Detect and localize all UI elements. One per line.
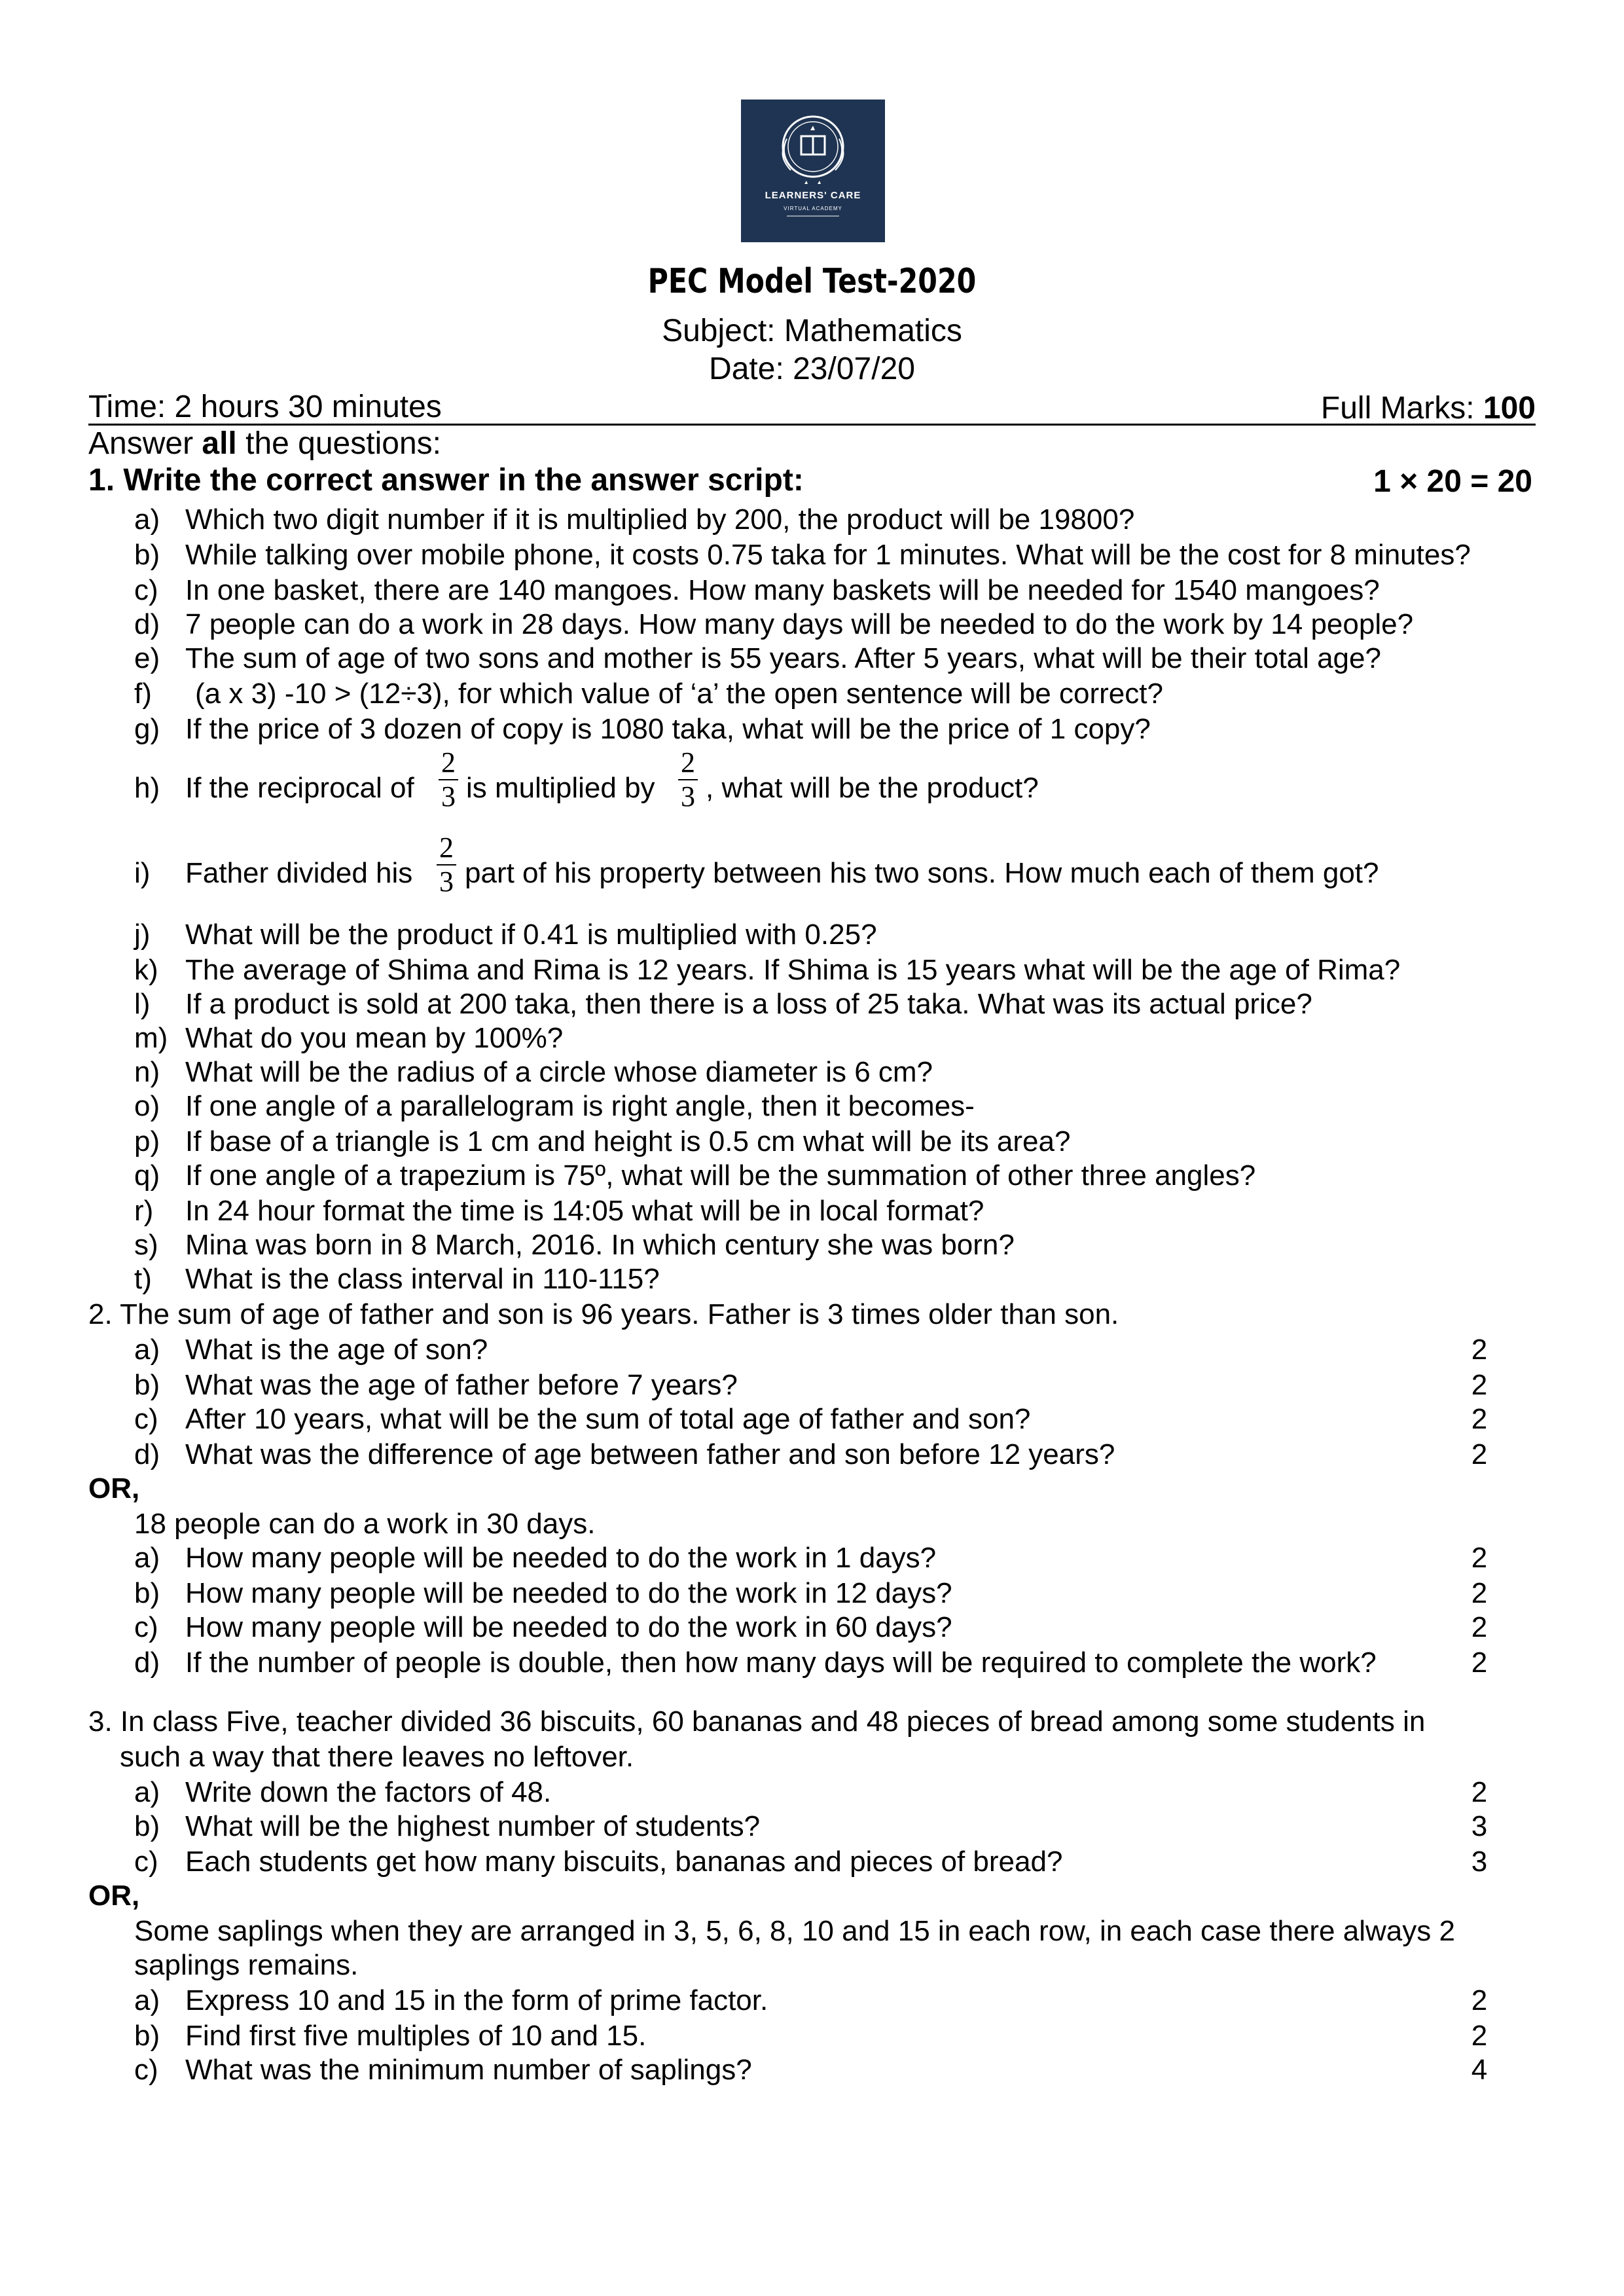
q1-item-label: a)	[134, 503, 160, 536]
q2-alt-item-text: If the number of people is double, then how many days will be required to complete the work?	[185, 1647, 1377, 1679]
q1-item-h-part3: , what will be the product?	[706, 772, 1039, 804]
q3-item-label: a)	[134, 1776, 160, 1808]
q2-alt-stem: 18 people can do a work in 30 days.	[134, 1508, 596, 1540]
q1-item-label: t)	[134, 1263, 152, 1295]
q2-item-text: What was the age of father before 7 years?	[185, 1369, 738, 1401]
q1-item-text: (a x 3) -10 > (12÷3), for which value of ‘a’ the open sentence will be correct?	[195, 678, 1163, 710]
q2-alt-item-marks: 2	[1471, 1542, 1488, 1574]
q1-item-text: The average of Shima and Rima is 12 years. If Shima is 15 years what will be the age of Rima?	[185, 954, 1401, 986]
q3-alt-item-text: What was the minimum number of saplings?	[185, 2054, 752, 2086]
q1-item-text: If base of a triangle is 1 cm and height is 0.5 cm what will be its area?	[185, 1125, 1071, 1157]
q2-item-text: What was the difference of age between father and son before 12 years?	[185, 1438, 1115, 1470]
q1-item-text: What will be the product if 0.41 is multiplied with 0.25?	[185, 919, 877, 951]
q1-item-text: If one angle of a trapezium is 75º, what will be the summation of other three angles?	[185, 1159, 1256, 1192]
q3-item-text: What will be the highest number of students?	[185, 1810, 761, 1842]
q2-or: OR,	[88, 1472, 140, 1504]
q1-item-text: What is the class interval in 110-115?	[185, 1263, 660, 1295]
q1-item-label: r)	[134, 1195, 154, 1227]
q1-item-i-part1: Father divided his	[185, 857, 413, 889]
q1-item-text: 7 people can do a work in 28 days. How many days will be needed to do the work by 14 people?	[185, 608, 1414, 640]
q2-item-text: After 10 years, what will be the sum of total age of father and son?	[185, 1403, 1031, 1435]
q3-alt-stem-line2: saplings remains.	[134, 1949, 359, 1981]
full-marks-label: Full Marks:	[1320, 391, 1483, 426]
q1-item-label: b)	[134, 539, 160, 571]
q1-item-label: e)	[134, 642, 160, 674]
q3-item-marks: 3	[1471, 1810, 1488, 1842]
q1-item-label: l)	[134, 988, 151, 1020]
date-line: Date: 23/07/20	[709, 352, 915, 386]
time-line: Time: 2 hours 30 minutes	[88, 390, 442, 424]
q2-alt-item-text: How many people will be needed to do the work in 60 days?	[185, 1611, 952, 1643]
q2-alt-item-label: c)	[134, 1611, 158, 1643]
logo	[741, 100, 885, 242]
q3-alt-item-label: a)	[134, 1984, 160, 2016]
q3-or: OR,	[88, 1880, 140, 1912]
q2-item-text: What is the age of son?	[185, 1334, 488, 1366]
q1-item-text: What do you mean by 100%?	[185, 1022, 564, 1054]
q2-alt-item-label: d)	[134, 1647, 160, 1679]
q2-alt-item-text: How many people will be needed to do the work in 1 days?	[185, 1542, 937, 1574]
q2-stem: 2. The sum of age of father and son is 96 years. Father is 3 times older than son.	[88, 1298, 1119, 1330]
logo-name: LEARNERS' CARE	[765, 190, 861, 201]
q2-item-label: b)	[134, 1369, 160, 1401]
q2-alt-item-label: b)	[134, 1577, 160, 1609]
q3-alt-item-marks: 4	[1471, 2054, 1488, 2086]
q3-alt-item-text: Express 10 and 15 in the form of prime factor.	[185, 1984, 768, 2016]
q3-item-label: c)	[134, 1846, 158, 1878]
q2-alt-item-marks: 2	[1471, 1611, 1488, 1643]
q1-item-text: In one basket, there are 140 mangoes. How many baskets will be needed for 1540 mangoes?	[185, 574, 1380, 606]
q1-item-i-part2: part of his property between his two sons. How much each of them got?	[465, 857, 1379, 889]
subject-line: Subject: Mathematics	[662, 314, 962, 348]
q1-item-text: If a product is sold at 200 taka, then there is a loss of 25 taka. What was its actual price?	[185, 988, 1312, 1020]
fraction: 2 3	[435, 833, 458, 897]
q3-alt-item-marks: 2	[1471, 1984, 1488, 2016]
q3-alt-item-label: b)	[134, 2020, 160, 2052]
q1-item-text: Mina was born in 8 March, 2016. In which century she was born?	[185, 1229, 1015, 1261]
q1-item-label: j)	[134, 919, 151, 951]
q2-item-label: d)	[134, 1438, 160, 1470]
q3-alt-item-label: c)	[134, 2054, 158, 2086]
q1-item-label: h)	[134, 772, 160, 804]
q1-item-text: Which two digit number if it is multiplied by 200, the product will be 19800?	[185, 503, 1135, 536]
q1-item-label: i)	[134, 857, 151, 889]
q3-item-label: b)	[134, 1810, 160, 1842]
q3-alt-stem-line1: Some saplings when they are arranged in 3, 5, 6, 8, 10 and 15 in each row, in each case there always 2	[134, 1915, 1455, 1947]
q1-item-label: o)	[134, 1090, 160, 1122]
q1-item-label: p)	[134, 1125, 160, 1157]
q1-item-label: d)	[134, 608, 160, 640]
page-title: PEC Model Test-2020	[647, 262, 977, 301]
q3-stem-line2: such a way that there leaves no leftover.	[120, 1741, 634, 1773]
q2-alt-item-marks: 2	[1471, 1647, 1488, 1679]
q3-item-text: Write down the factors of 48.	[185, 1776, 552, 1808]
instruction: Answer all the questions:	[88, 426, 441, 461]
header-divider	[88, 424, 1536, 426]
q1-item-label: n)	[134, 1056, 160, 1088]
q2-item-marks: 2	[1471, 1403, 1488, 1435]
q1-marks: 1 × 20 = 20	[1373, 464, 1532, 499]
fraction: 2 3	[677, 748, 699, 812]
q1-item-text: In 24 hour format the time is 14:05 what will be in local format?	[185, 1195, 984, 1227]
q1-item-text: The sum of age of two sons and mother is 55 years. After 5 years, what will be their total age?	[185, 642, 1381, 674]
q1-item-label: c)	[134, 574, 158, 606]
q1-item-label: k)	[134, 954, 158, 986]
q1-item-h-part2: is multiplied by	[466, 772, 655, 804]
q1-item-label: s)	[134, 1229, 158, 1261]
q2-item-label: a)	[134, 1334, 160, 1366]
q1-item-label: m)	[134, 1022, 168, 1054]
q3-alt-item-text: Find first five multiples of 10 and 15.	[185, 2020, 647, 2052]
q1-item-h-part1: If the reciprocal of	[185, 772, 414, 804]
q3-item-marks: 2	[1471, 1776, 1488, 1808]
q3-alt-item-marks: 2	[1471, 2020, 1488, 2052]
q1-item-label: f)	[134, 678, 152, 710]
q2-item-marks: 2	[1471, 1334, 1488, 1366]
q2-item-marks: 2	[1471, 1369, 1488, 1401]
q1-item-text: If the price of 3 dozen of copy is 1080 taka, what will be the price of 1 copy?	[185, 713, 1151, 745]
q2-item-label: c)	[134, 1403, 158, 1435]
logo-subtitle: VIRTUAL ACADEMY	[784, 206, 842, 211]
fraction: 2 3	[437, 748, 460, 812]
q3-item-marks: 3	[1471, 1846, 1488, 1878]
full-marks-value: 100	[1483, 391, 1536, 426]
q3-item-text: Each students get how many biscuits, bananas and pieces of bread?	[185, 1846, 1063, 1878]
q1-item-text: What will be the radius of a circle whose diameter is 6 cm?	[185, 1056, 933, 1088]
q1-heading: 1. Write the correct answer in the answer script:	[88, 463, 804, 498]
q2-item-marks: 2	[1471, 1438, 1488, 1470]
q2-alt-item-marks: 2	[1471, 1577, 1488, 1609]
full-marks	[1321, 390, 1536, 426]
q2-alt-item-text: How many people will be needed to do the work in 12 days?	[185, 1577, 952, 1609]
q2-alt-item-label: a)	[134, 1542, 160, 1574]
q1-item-text: If one angle of a parallelogram is right angle, then it becomes-	[185, 1090, 975, 1122]
q1-item-label: q)	[134, 1159, 160, 1192]
q3-stem-line1: 3. In class Five, teacher divided 36 biscuits, 60 bananas and 48 pieces of bread among some students in	[88, 1705, 1426, 1738]
q1-item-label: g)	[134, 713, 160, 745]
q1-item-text: While talking over mobile phone, it costs 0.75 taka for 1 minutes. What will be the cost for 8 minutes?	[185, 539, 1471, 571]
logo-emblem	[741, 100, 885, 242]
